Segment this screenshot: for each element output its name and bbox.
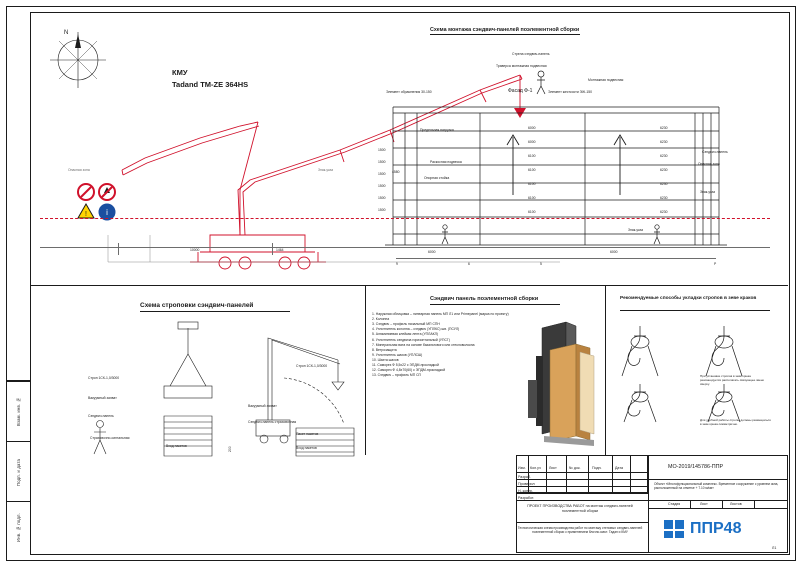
- warning-signs-group: [76, 182, 146, 222]
- sling-scheme-title: Схема строповки сэндвич-панелей: [140, 302, 254, 309]
- sling-label-right-3: Пакет пакетов: [296, 432, 319, 436]
- callout-6: Сэндвич-панель: [702, 150, 728, 154]
- sheet-number: Л1: [772, 546, 777, 550]
- spec-item: 9. Уплотнитель шахов (УПЛСШ): [372, 352, 423, 357]
- sheet-caption: Технологическая схема производства работ по монтажу стеновых сэндвич-панелей поэлементной сборки с применением блочно-мачт. Тадан и КМУ: [517, 526, 643, 535]
- dim-6000-right: 6000: [610, 250, 618, 254]
- label-elem-rigid: Элемент жесткости ЭЖ-150: [548, 90, 592, 94]
- label-hook-note: Знак-указ: [318, 168, 334, 172]
- callout-9: Знак-указ: [628, 228, 644, 232]
- title-block-revision-grid: [516, 455, 648, 493]
- crane-label-kmu: КМУ: [172, 68, 188, 77]
- sling-label-left-1: Вакуумный захват: [88, 396, 117, 400]
- spec-item: 5. Алюминиевая клейкая лента (УПЛАКЛ): [372, 332, 438, 337]
- svg-text:i: i: [106, 208, 108, 217]
- spec-item: 11. Саморез Ф 5,5х22 с ЭПДМ-прокладкой: [372, 363, 439, 368]
- spec-item: 12. Саморез Ф 4,8х70(60) с ЭПДМ-прокладкой: [372, 368, 446, 373]
- sling-scheme-illustration: [38, 320, 368, 465]
- spec-item: 7. Минеральная вата на основе базальтового или стекловолокна: [372, 342, 475, 347]
- recommend-note-2: Для удобной работы стропы должны размещаться в зеве крюка симметрично.: [700, 418, 771, 427]
- margin-cell: Взам. инв. №: [7, 381, 30, 442]
- sling-label-right-4: Вход пакетов: [296, 446, 317, 450]
- compass-north-label: N: [64, 30, 69, 36]
- sling-label-left-0: Строп 1СК-1,0/3000: [88, 376, 120, 380]
- tb-col-1: Кол.уч: [530, 466, 541, 470]
- tb-col-4: Подп.: [592, 466, 602, 470]
- tb-rightcol-1: Лист: [700, 502, 708, 506]
- spec-item: 2. Колонна: [372, 317, 390, 322]
- crane-label-model: Tadand TM-ZE 364HS: [172, 80, 249, 89]
- recommend-title: Рекомендуемые способы укладки стропов в зеве краков: [620, 296, 757, 301]
- project-name: ПРОЕКТ ПРОИЗВОДСТВА РАБОТ на монтаж сэндвич-панелей поэлементной сборки: [527, 504, 633, 513]
- tb-row-0: Разраб.: [518, 475, 531, 479]
- brand-logo: ППР48: [690, 520, 742, 537]
- axis-mark-0: 9: [396, 262, 398, 266]
- spec-item: 4. Уплотнитель колонна – сэндвич (УПЛКС) шв. (ПСУЛ): [372, 327, 460, 332]
- tb-row-3: Разработ.: [518, 496, 535, 500]
- label-elem-obram: Элемент обрамления 30-150: [386, 90, 432, 94]
- label-boom-zone: Опасная зона: [68, 168, 90, 172]
- sling-label-right-1: Вакуумный захват: [248, 404, 277, 408]
- spec-item: 8. Ветрозащита: [372, 347, 397, 352]
- dim-4580: 4580: [392, 170, 400, 174]
- callout-5: Опорная стойка: [424, 176, 450, 180]
- sling-label-left-4: Вход пакетов: [166, 444, 187, 448]
- callout-8: Знак-указ: [700, 190, 716, 194]
- facade-label: Фасад Ф-1: [508, 88, 533, 94]
- brand-mark-icon: [662, 518, 688, 540]
- svg-text:!: !: [85, 211, 87, 218]
- spec-item: 13. Сэндвич – профиль МП СП: [372, 373, 421, 378]
- spec-item: 3. Сэндвич – профиль начальный МП СПН: [372, 322, 440, 327]
- tb-col-2: Лист: [549, 466, 557, 470]
- tb-rightcol-0: Стадия: [668, 502, 681, 506]
- hook-sling-diagrams: [614, 318, 784, 428]
- spec-title: Сэндвич панель поэлементной сборки: [430, 296, 539, 302]
- margin-stamp-column: [7, 380, 30, 553]
- tb-col-0: Изм.: [518, 466, 526, 470]
- axis-mark-2: 5: [540, 262, 542, 266]
- sling-label-right-0: Строп 1СК-1,0/3000: [296, 364, 328, 368]
- margin-cell: Подп. и дата: [7, 441, 30, 502]
- axis-mark-1: 6: [468, 262, 470, 266]
- callout-4: Раскосная подвеска: [430, 160, 462, 164]
- building-elevation: [385, 95, 735, 275]
- tb-col-3: № док.: [569, 466, 581, 470]
- danger-zone-line: [40, 218, 770, 219]
- top-diagram-title: Схема монтажа сэндвич-панелей поэлементной сборки: [430, 27, 580, 33]
- tb-row-1: Проверил: [518, 482, 535, 486]
- dim-6000-left: 6000: [428, 250, 436, 254]
- tb-rightcol-2: Листов: [730, 502, 742, 506]
- dim-1464: 1464: [276, 248, 284, 252]
- spec-list: [372, 312, 518, 378]
- recommend-note-1: При установке стропов в зеве крюка рекомендуется располагать связующее звено сверху.: [700, 374, 765, 387]
- sling-dim-200: 200: [228, 446, 232, 452]
- spec-item: 10. Шахта шахов: [372, 357, 399, 362]
- axis-mark-3: P: [714, 262, 717, 266]
- margin-cell: Инв. № подл.: [7, 501, 30, 554]
- drawing-sheet: Взам. инв. № Подп. и дата Инв. № подл. Схема монтажа сэндвич-панелей поэлементной сборки N КМУ Tadand TM-ZE 364HS Опасная зона Знак-указ ! i Фасад Ф-1 Стрела сэндвич-панель Траверса монтажная подвесная Монтажная подвесная Предельная нагрузка Раскосная подвеска Опорная стойка Сэндвич-панель Опасная зона Знак-указ Знак-указ Элемент обрамления 30-150 Элемент жесткости ЭЖ-150 1500 1500 1500 1500 1500 1500 4580 6000 6000 6100 6100 6100 6100 6100 6230 6230 6230 6230 6230 6230 6230 10000 1464 6000 6000 9 6 5 P Схема строповки сэндвич-панелей Строп 1СК-1,0/3000 Вакуумный захват Сэндвич-панель Страховочно-сигнальная Вход пакетов Строп 1СК-1,0/3000 Вакуумный захват Сэндвич-панель страховочная Пакет пакетов Вход пакетов 200 Сэндвич панель поэлементной сборки 1. Наружная облицовка – линеарная панель МП Л1 или Primepanel (марка по проекту) 2. Колонна 3. Сэндвич – профиль начальный МП СПН 4. Уплотнитель колонна – сэндвич (УПЛКС) шв. (ПСУЛ) 5. Алюминиевая клейкая лента (УПЛАКЛ) 6. Уплотнитель сэндвича горизонтальный (УПСГ) 7. Минеральная вата на основе базальтового или стекловолокна 8. Ветрозащита 9. Уплотнитель шахов (УПЛСШ) 10. Шахта шахов 11. Саморез Ф 5,5х22 с ЭПДМ-прокладкой 12. Саморез Ф 4,8х70(60) с ЭПДМ-прокладкой 13. Сэндвич – профиль МП СП Рекомендуемые способы укладки стропов в зеве краков При установке стропов в зеве крюка рекомендуется располагать связующее звено сверху. Для удобной работы стропы должны размещаться в зеве крюка симметрично. Изм. Кол.уч Лист № док. Подп. Дата Разраб. Проверил Н. контр. Разработ. МО-2019/145786-ППР Объект «Многофункциональный комплекс. Временное сооружение с уровнем окна, расположенный на отметке + 7.10 м/км» ПРОЕКТ ПРОИЗВОДСТВА РАБОТ на монтаж сэндвич-панелей поэлементной сборки Стадия Лист Листов Технологическая схема производства работ по монтажу стеновых сэндвич-панелей поэлементной сборки с применением блочно-мачт. Тадан и КМУ ППР48 Л1: [0, 0, 800, 565]
- tb-col-5: Дата: [615, 466, 623, 470]
- dim-10000: 10000: [190, 248, 200, 252]
- panel-3d-render: [520, 316, 610, 441]
- callout-2: Монтажная подвесная: [588, 78, 624, 82]
- sling-label-left-3: Страховочно-сигнальная: [90, 436, 130, 440]
- tb-row-2: Н. контр.: [518, 489, 533, 493]
- object-description: Объект «Многофункциональный комплекс. Временное сооружение с уровнем окна, расположенный на отметке + 7.10 м/км»: [654, 482, 779, 491]
- drawing-code: МО-2019/145786-ППР: [668, 464, 724, 470]
- callout-7: Опасная зона: [698, 162, 720, 166]
- sling-label-left-2: Сэндвич-панель: [88, 414, 114, 418]
- callout-3: Предельная нагрузка: [420, 128, 454, 132]
- callout-1: Траверса монтажная подвесная: [496, 64, 547, 68]
- sling-label-right-2: Сэндвич-панель страховочная: [248, 420, 297, 424]
- callout-0: Стрела сэндвич-панель: [512, 52, 550, 56]
- spec-item: 1. Наружная облицовка – линеарная панель МП Л1 или Primepanel (марка по проекту): [372, 312, 509, 316]
- spec-item: 6. Уплотнитель сэндвича горизонтальный (УПСГ): [372, 337, 450, 342]
